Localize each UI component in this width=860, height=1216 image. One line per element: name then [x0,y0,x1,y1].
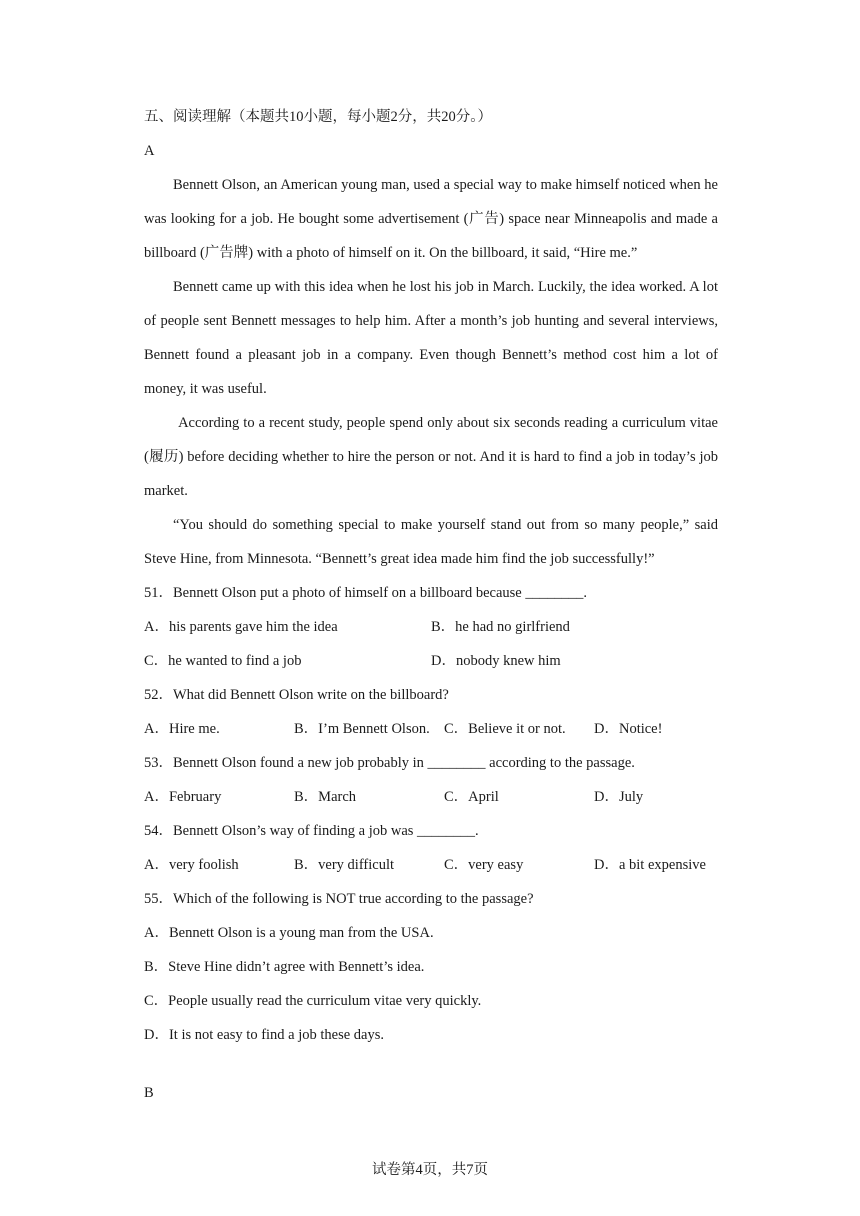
option-b: B．very difficult [294,857,395,873]
option-b: B．I’m Bennett Olson. [294,721,430,737]
question-54-options [144,848,718,882]
option-a: A．February [144,789,222,805]
question-53-stem: 53．Bennett Olson found a new job probably in ________ according to the passage. [144,755,635,771]
option-a: A．Hire me. [144,721,220,737]
option-c: C．Believe it or not. [444,721,566,737]
option-d: D．nobody knew him [431,653,561,669]
option-a: A．Bennett Olson is a young man from the USA. [144,925,434,941]
option-c: C．People usually read the curriculum vitae very quickly. [144,993,482,1009]
passage-paragraph-2: Bennett came up with this idea when he lost his job in March. Luckily, the idea worked. A lot of people sent Bennett messages to help him. After a month’s job hunting and several interviews, Bennett found a pleasant job in a company. Even though Bennett’s method cost him a lot of money, it was useful. [144,279,718,397]
option-d: D．a bit expensive [594,857,706,873]
option-c: C．he wanted to find a job [144,653,302,669]
question-51-options-row-1 [144,610,718,644]
question-51-stem: 51．Bennett Olson put a photo of himself on a billboard because ________. [144,585,587,601]
page-content [144,100,718,1110]
section-title: 五、阅读理解（本题共10小题，每小题2分，共20分。） [144,109,492,125]
option-a: A．his parents gave him the idea [144,619,338,635]
question-53-options [144,780,718,814]
option-d: D．July [594,789,644,805]
question-55-stem: 55．Which of the following is NOT true according to the passage? [144,891,534,907]
question-54-stem: 54．Bennett Olson’s way of finding a job was ________. [144,823,479,839]
option-d: D．It is not easy to find a job these days. [144,1027,385,1043]
passage-paragraph-1: Bennett Olson, an American young man, used a special way to make himself noticed when he was looking for a job. He bought some advertisement (广告) space near Minneapolis and made a billboard (广告牌) with a photo of himself on it. On the billboard, it said, “Hire me.” [144,177,718,261]
question-52-stem: 52．What did Bennett Olson write on the billboard? [144,687,449,703]
option-c: C．April [444,789,499,805]
passage-paragraph-3: According to a recent study, people spend only about six seconds reading a curriculum vitae (履历) before deciding whether to hire the person or not. And it is hard to find a job in today’s job market. [144,415,718,499]
passage-b-label: B [144,1085,154,1101]
passage-paragraph-4: “You should do something special to make yourself stand out from so many people,” said Steve Hine, from Minnesota. “Bennett’s great idea made him find the job successfully!” [144,517,718,567]
option-b: B．he had no girlfriend [431,619,570,635]
question-51-options-row-2 [144,644,718,678]
option-c: C．very easy [444,857,524,873]
option-d: D．Notice! [594,721,663,737]
passage-a-label: A [144,143,155,159]
option-a: A．very foolish [144,857,239,873]
option-b: B．Steve Hine didn’t agree with Bennett’s idea. [144,959,425,975]
page-footer: 试卷第4页，共7页 [372,1162,488,1178]
option-b: B．March [294,789,357,805]
question-52-options [144,712,718,746]
spacer [144,1052,718,1076]
